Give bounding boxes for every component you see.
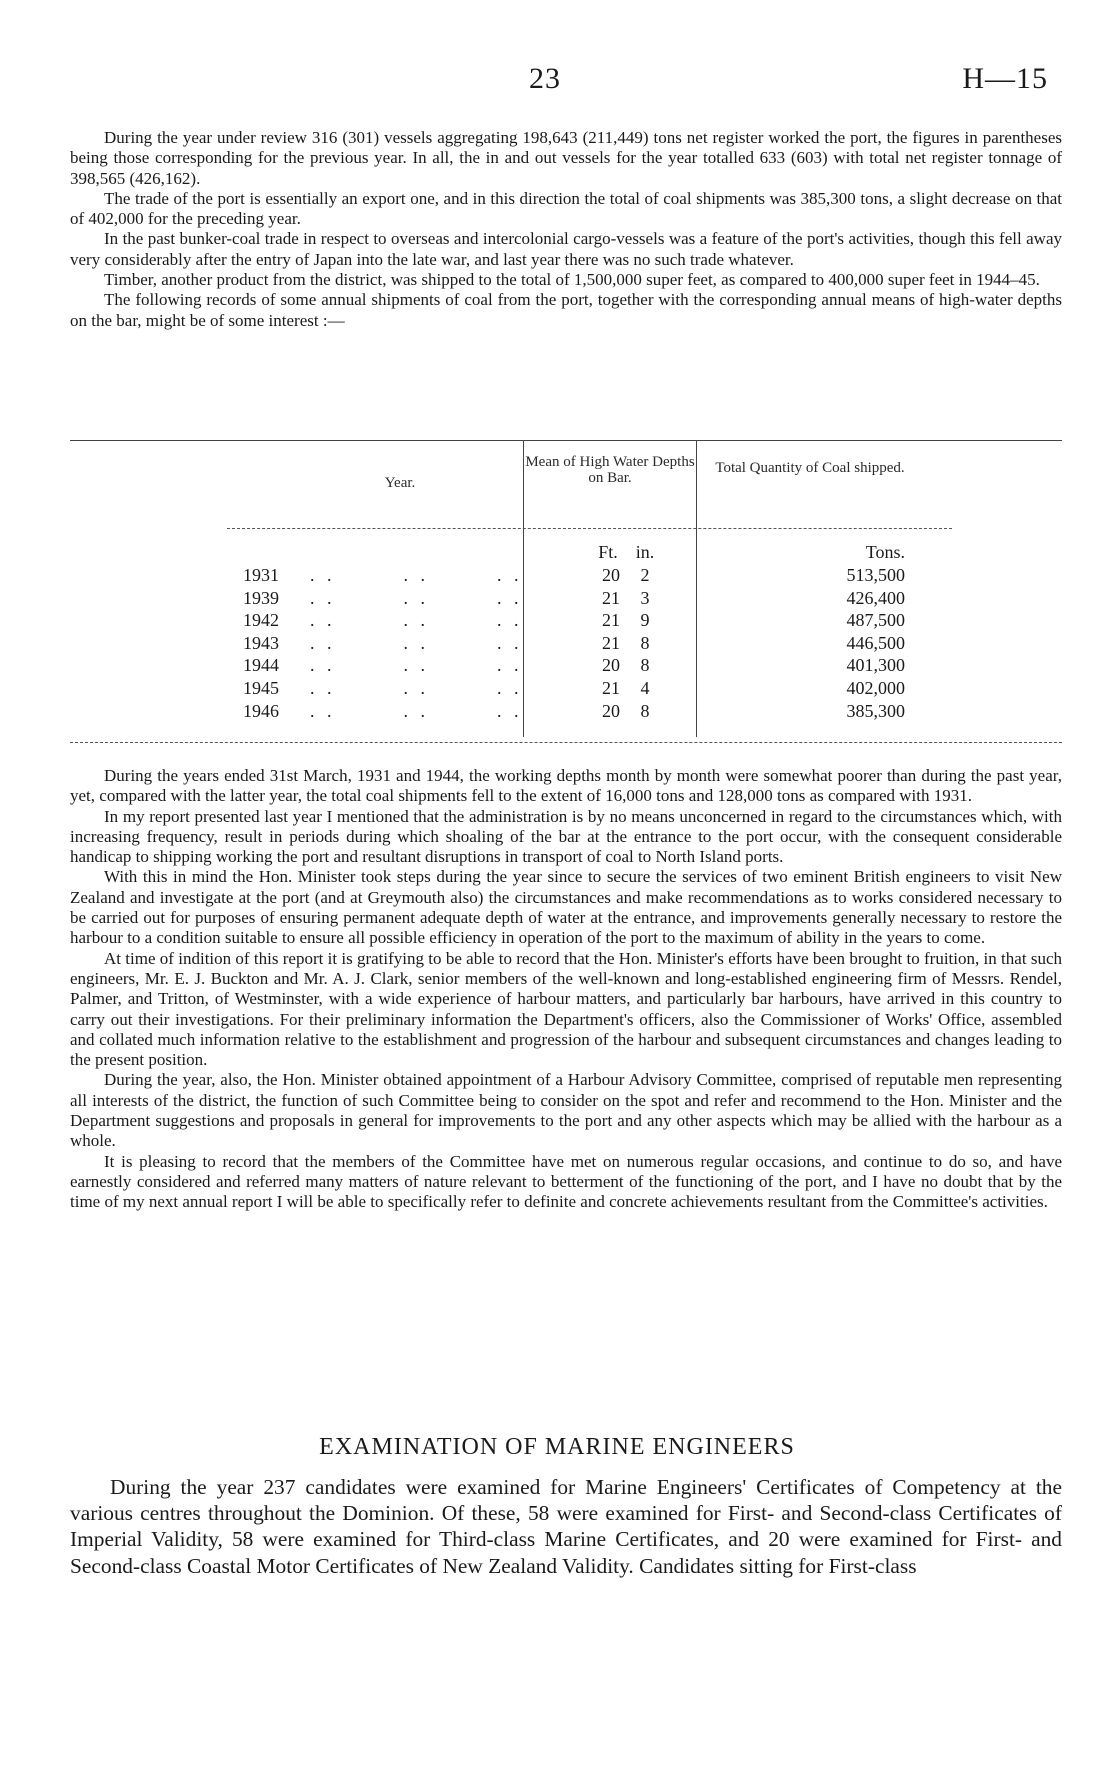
- coal-shipments-table: [70, 440, 1062, 747]
- table-top-rule: [70, 440, 1062, 441]
- paragraph: The trade of the port is essentially an export one, and in this direction the total of coal shipments was 385,300 tons, a slight decrease on that of 402,000 for the preceding year.: [70, 188, 1062, 229]
- cell-feet: 21: [602, 677, 620, 698]
- cell-feet: 20: [602, 700, 620, 721]
- leader-dots: . . . . . .: [310, 587, 523, 608]
- table-row: [70, 565, 1062, 588]
- series-code: H—15: [962, 62, 1048, 95]
- table-body: [70, 565, 1062, 723]
- header-year: Year.: [384, 475, 416, 491]
- paragraph: During the year, also, the Hon. Minister obtained appointment of a Harbour Advisory Committee, comprised of reputable men representing all interests of the district, the function of such Committee being to consider on the spot and refer and recommend to the Hon. Minister and the Department suggestions and proposals in general for improvements to the port and any other aspects which may be allied with the harbour as a whole.: [70, 1070, 1062, 1151]
- leader-dots: . . . . . .: [310, 700, 523, 721]
- cell-year: 1944: [243, 655, 279, 676]
- table-row: [70, 633, 1062, 656]
- cell-feet: 20: [602, 565, 620, 585]
- cell-inches: 2: [640, 565, 650, 585]
- cell-tons: 487,500: [846, 610, 905, 631]
- paragraph: During the year 237 candidates were examined for Marine Engineers' Certificates of Competency at the various centres throughout the Dominion. Of these, 58 were examined for First- and Second-class Certificates of Imperial Validity, 58 were examined for Third-class Marine Certificates, and 20 were examined for First- and Second-class Coastal Motor Certificates of New Zealand Validity. Candidates sitting for First-class: [70, 1475, 1062, 1578]
- header-quantity: Total Quantity of Coal shipped.: [715, 460, 905, 476]
- leader-dots: . . . . . .: [310, 632, 523, 653]
- paragraph: It is pleasing to record that the members of the Committee have met on numerous regular occasions, and continue to do so, and have earnestly considered and referred many matters of nature relevant to betterment of the functioning of the port, and I have no doubt that by the time of my next annual report I will be able to specifically refer to definite and concrete achievements resultant from the Committee's activities.: [70, 1151, 1062, 1212]
- cell-feet: 21: [602, 632, 620, 653]
- paragraph: The following records of some annual shipments of coal from the port, together with the corresponding annual means of high-water depths on the bar, might be of some interest :—: [70, 290, 1062, 330]
- leader-dots: . . . . . .: [310, 565, 523, 585]
- table-row: [70, 678, 1062, 701]
- cell-tons: 401,300: [846, 655, 905, 676]
- cell-year: 1939: [243, 587, 279, 608]
- cell-feet: 21: [602, 587, 620, 608]
- cell-year: 1945: [243, 677, 279, 698]
- section-text-block: [70, 1474, 1062, 1579]
- cell-inches: 8: [640, 655, 650, 676]
- table-row: [70, 610, 1062, 633]
- body-text-block: [70, 766, 1062, 1213]
- section-heading: EXAMINATION OF MARINE ENGINEERS: [319, 1434, 795, 1460]
- cell-tons: 513,500: [846, 565, 905, 585]
- cell-feet: 20: [602, 655, 620, 676]
- cell-tons: 385,300: [846, 700, 905, 721]
- table-row: [70, 655, 1062, 678]
- cell-year: 1942: [243, 610, 279, 631]
- paragraph: Timber, another product from the district, was shipped to the total of 1,500,000 super feet, as compared to 400,000 super feet in 1944–45.: [104, 270, 1040, 290]
- table-bottom-rule: [70, 742, 1062, 743]
- cell-year: 1943: [243, 632, 279, 653]
- cell-inches: 4: [640, 677, 650, 698]
- unit-tons: Tons.: [865, 542, 905, 562]
- unit-inches: in.: [635, 542, 655, 562]
- cell-tons: 402,000: [846, 677, 905, 698]
- paragraph: With this in mind the Hon. Minister took steps during the year since to secure the services of two eminent British engineers to visit New Zealand and investigate at the port (and at Greymouth also) the circumstances and make recommendations as to works considered necessary to be carried out for purposes of ensuring permanent adequate depth of water at the entrance, and improvements generally necessary to restore the harbour to a condition suitable to ensure all possible efficiency in operation of the port to the maximum of ability in the years to come.: [70, 867, 1062, 948]
- page-header: [0, 62, 1114, 102]
- paragraph: In the past bunker-coal trade in respect to overseas and intercolonial cargo-vessels was a feature of the port's activities, though this fell away very considerably after the entry of Japan into the late war, and last year there was no such trade whatever.: [70, 229, 1062, 269]
- paragraph: During the years ended 31st March, 1931 and 1944, the working depths month by month were somewhat poorer than during the past year, yet, compared with the latter year, the total coal shipments fell to the extent of 16,000 tons and 128,000 tons as compared with 1931.: [70, 766, 1062, 806]
- leader-dots: . . . . . .: [310, 655, 523, 676]
- cell-tons: 446,500: [846, 632, 905, 653]
- paragraph: During the year under review 316 (301) vessels aggregating 198,643 (211,449) tons net register worked the port, the figures in parentheses being those corresponding for the previous year. In all, the in and out vessels for the year totalled 633 (603) with total net register tonnage of 398,565 (426,162).: [70, 128, 1062, 188]
- leader-dots: . . . . . .: [310, 610, 523, 631]
- page-number: 23: [529, 62, 561, 95]
- cell-inches: 8: [640, 700, 650, 721]
- cell-tons: 426,400: [846, 587, 905, 608]
- header-rule: [227, 528, 952, 529]
- cell-year: 1946: [243, 700, 279, 721]
- leader-dots: . . . . . .: [310, 677, 523, 698]
- table-row: [70, 588, 1062, 611]
- intro-text-block: [70, 128, 1062, 331]
- cell-year: 1931: [243, 565, 279, 585]
- unit-feet: Ft.: [598, 542, 618, 562]
- cell-inches: 3: [640, 587, 650, 608]
- paragraph: In my report presented last year I mentioned that the administration is by no means unconcerned in regard to the circumstances which, with increasing frequency, result in periods during which shoaling of the bar at the entrance to the port occur, with the consequent considerable handicap to shipping working the port and resultant disruptions in transport of coal to North Island ports.: [70, 806, 1062, 867]
- cell-feet: 21: [602, 610, 620, 631]
- paragraph: At time of indition of this report it is gratifying to be able to record that the Hon. Minister's efforts have been brought to fruition, in that such engineers, Mr. E. J. Buckton and Mr. A. J. Clark, senior members of the well-known and long-established engineering firm of Messrs. Rendel, Palmer, and Tritton, of Westminster, with a wide experience of harbour matters, and particularly bar harbours, have arrived in this country to carry out their investigations. For their preliminary information the Department's officers, also the Commissioner of Works' Office, assembled and collated much information relative to the establishment and progression of the harbour and subsequent circumstances and changes leading to the present position.: [70, 948, 1062, 1070]
- cell-inches: 8: [640, 632, 650, 653]
- cell-inches: 9: [640, 610, 650, 631]
- table-row: [70, 701, 1062, 724]
- header-depth: Mean of High Water Depths on Bar.: [525, 454, 695, 486]
